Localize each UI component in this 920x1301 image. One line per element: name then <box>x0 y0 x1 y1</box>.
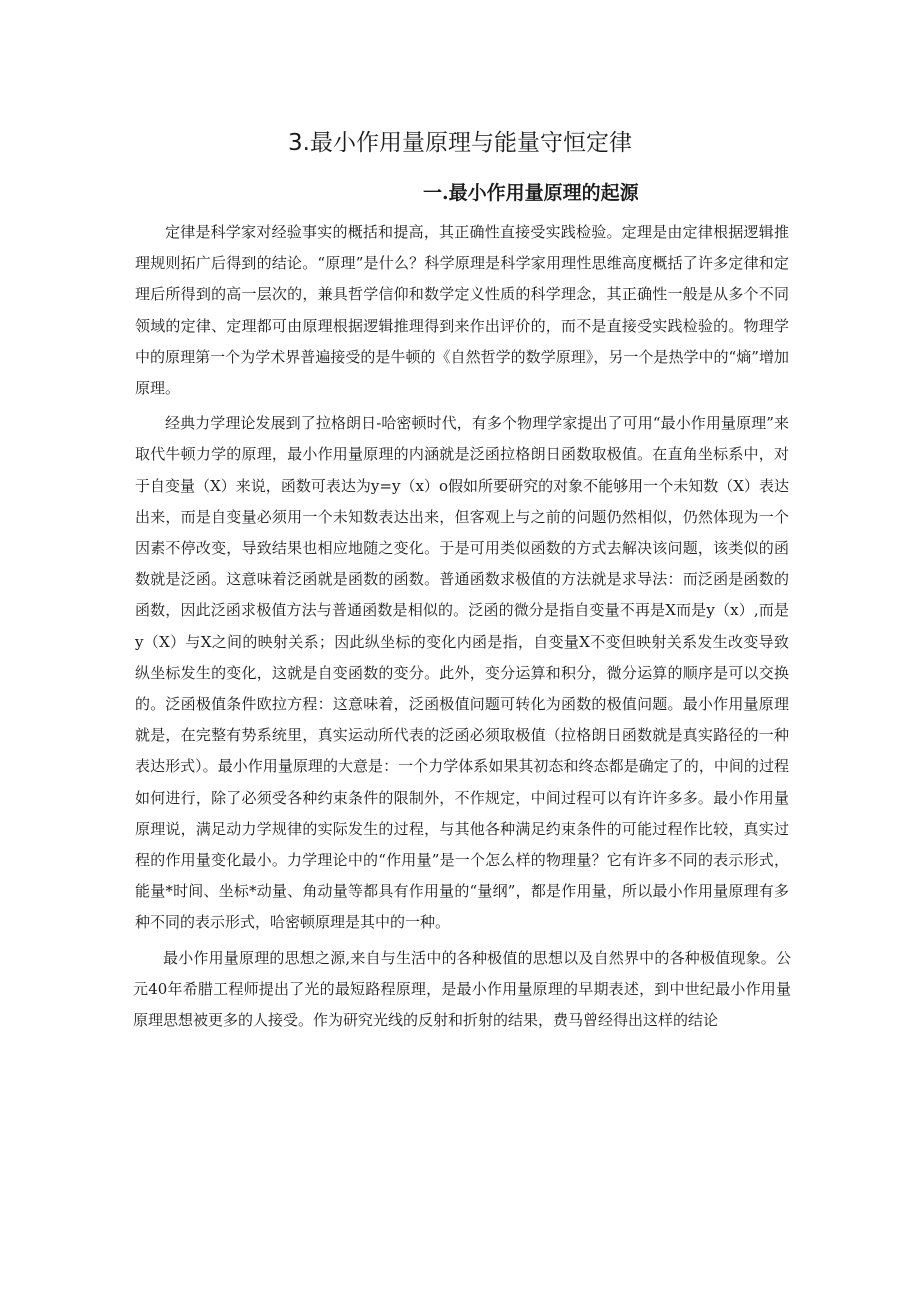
document-title: 3.最小作用量原理与能量守恒定律 <box>288 130 632 156</box>
section-heading: 一.最小作用量原理的起源 <box>423 182 639 204</box>
paragraph-least-action: 经典力学理论发展到了拉格朗日-哈密顿时代，有多个物理学家提出了可用“最小作用量原理”来取代牛顿力学的原理，最小作用量原理的内涵就是泛函拉格朗日函数取极值。在直角坐标系中，对于自变量（X）来说，函数可表达为y=y（x）o假如所要研究的对象不能够用一个未知数（X）表达出来，而是自变量必须用一个未知数表达出来，但客观上与之前的问题仍然相似，仍然体现为一个因素不停改变，导致结果也相应地随之变化。于是可用类似函数的方式去解决该问题，该类似的函数就是泛函。这意味着泛函就是函数的函数。普通函数求极值的方法就是求导法：而泛函是函数的函数，因此泛函求极值方法与普通函数是相似的。泛函的微分是指自变量不再是X而是y（x）,而是y（X）与X之间的映射关系；因此纵坐标的变化内函是指，自变量X不变但映射关系发生改变导致纵坐标发生的变化，这就是自变函数的变分。此外，变分运算和积分，微分运算的顺序是可以交换的。泛函极值条件欧拉方程：这意味着，泛函极值问题可转化为函数的极值问题。最小作用量原理就是，在完整有势系统里，真实运动所代表的泛函必须取极值（拉格朗日函数就是真实路径的一种表达形式）。最小作用量原理的大意是：一个力学体系如果其初态和终态都是确定了的，中间的过程如何进行，除了必须受各种约束条件的限制外，不作规定，中间过程可以有许许多多。最小作用量原理说，满足动力学规律的实际发生的过程，与其他各种满足约束条件的可能过程作比较，真实过程的作用量变化最小。力学理论中的“作用量”是一个怎么样的物理量？它有许多不同的表示形式，能量*时间、坐标*动量、角动量等都具有作用量的“量纲”，都是作用量，所以最小作用量原理有多种不同的表示形式，哈密顿原理是其中的一种。 <box>135 414 789 932</box>
paragraph-definitions: 定律是科学家对经验事实的概括和提高，其正确性直接受实践检验。定理是由定律根据逻辑推理规则拓广后得到的结论。“原理”是什么？科学原理是科学家用理性思维高度概括了许多定律和定理后所得到的高一层次的，兼具哲学信仰和数学定义性质的科学理念，其正确性一般是从多个不同领域的定律、定理都可由原理根据逻辑推理得到来作出评价的，而不是直接受实践检验的。物理学中的原理第一个为学术界普遍接受的是牛顿的《自然哲学的数学原理》，另一个是热学中的“熵”增加原理。 <box>135 223 789 398</box>
paragraph-origins: 最小作用量原理的思想之源,来自与生活中的各种极值的思想以及自然界中的各种极值现象。公元40年希腊工程师提出了光的最短路程原理，是最小作用量原理的早期表述，到中世纪最小作用量原理思想被更多的人接受。作为研究光线的反射和折射的结果，费马曾经得出这样的结论 <box>133 948 791 1030</box>
document-body <box>135 217 789 1036</box>
